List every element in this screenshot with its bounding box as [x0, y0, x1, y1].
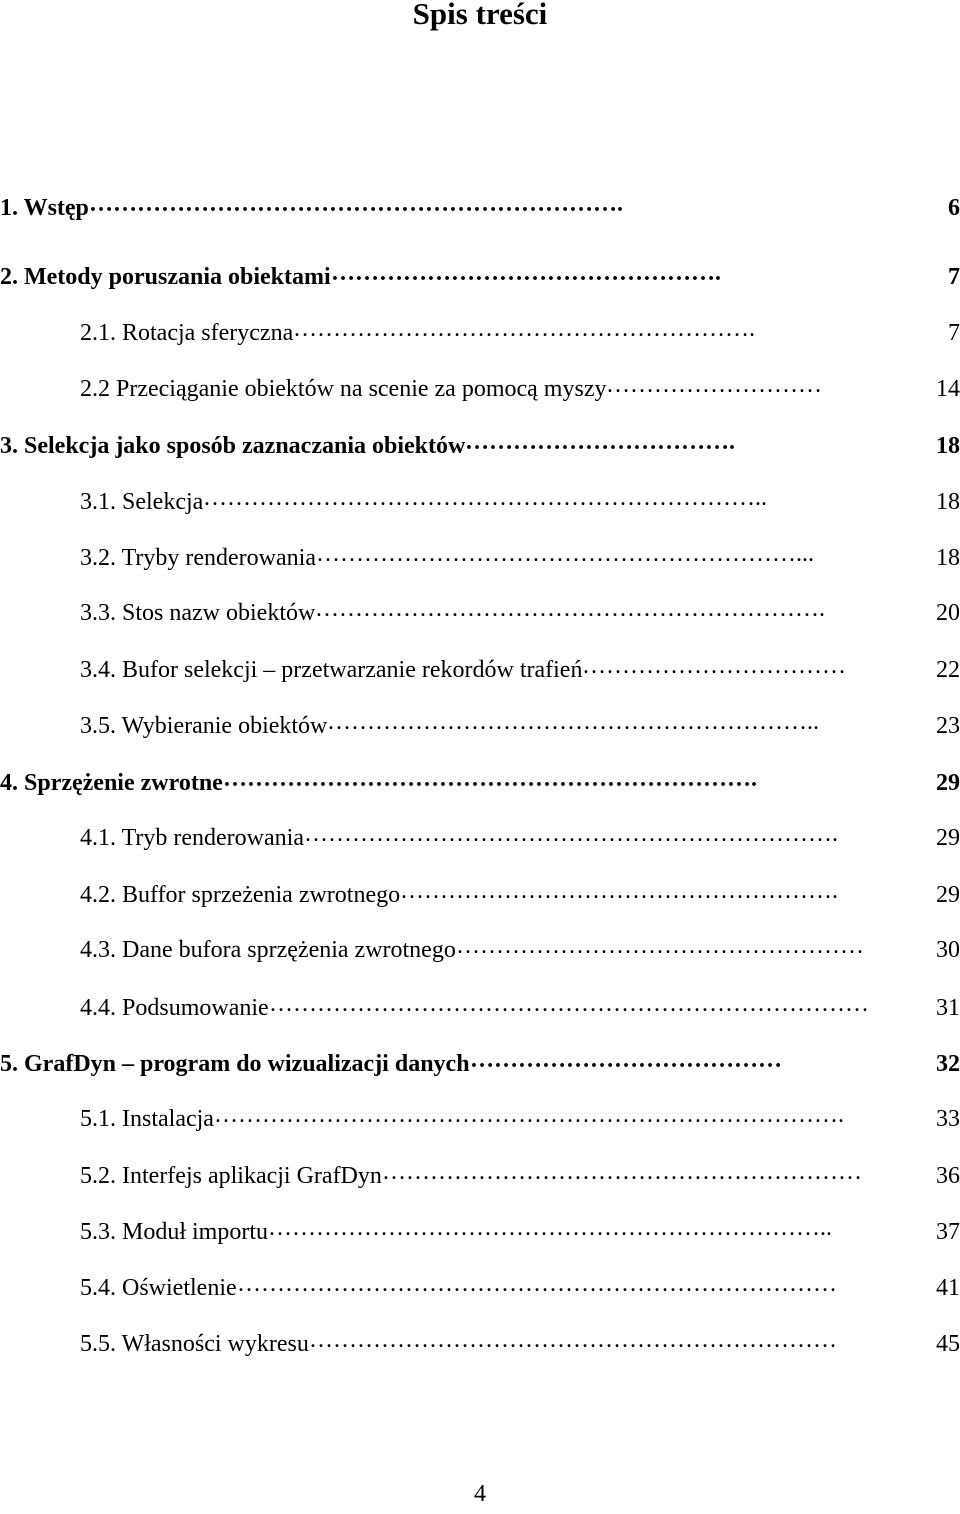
toc-entry-leader: ………………………………… [470, 1047, 782, 1073]
toc-entry[interactable] [0, 818, 960, 858]
toc-entry-label: 4. Sprzężenie zwrotne [0, 770, 223, 796]
toc-entry-page: 36 [936, 1163, 960, 1189]
toc-entry-label: 4.4. Podsumowanie [80, 995, 269, 1021]
toc-entry-leader: ………………………………………………………………… [237, 1271, 837, 1297]
toc-entry[interactable] [0, 930, 960, 970]
toc-entry-label: 3.3. Stos nazw obiektów [80, 600, 316, 626]
toc-entry-page: 7 [948, 264, 960, 290]
toc-entry-page: 33 [936, 1106, 960, 1132]
toc-entry-label: 3.1. Selekcja [80, 489, 204, 515]
toc-entry[interactable] [0, 313, 960, 353]
toc-entry-page: 29 [936, 770, 960, 796]
toc-entry-label: 2.2 Przeciąganie obiektów na scenie za pomocą myszy [80, 376, 607, 402]
toc-entry[interactable] [0, 369, 960, 409]
toc-entry-leader: …………………………………………………………….. [203, 485, 767, 511]
toc-entry[interactable] [0, 1324, 960, 1364]
toc-entry-label: 4.2. Buffor sprzeżenia zwrotnego [80, 882, 401, 908]
toc-entry-leader: ……………………… [606, 372, 822, 398]
toc-entry-page: 6 [948, 195, 960, 221]
toc-entry[interactable] [0, 593, 960, 633]
toc-entry-leader: ……………………………. [465, 429, 735, 455]
toc-entry-page: 18 [936, 433, 960, 459]
toc-entry-page: 22 [936, 657, 960, 683]
toc-entry-page: 29 [936, 882, 960, 908]
toc-entry-label: 5.5. Własności wykresu [80, 1331, 309, 1357]
toc-entry-label: 5.4. Oświetlenie [80, 1275, 237, 1301]
toc-entry[interactable] [0, 257, 960, 297]
toc-entry-label: 1. Wstęp [0, 195, 89, 221]
toc-entry-leader: ………………………………………………. [400, 878, 838, 904]
toc-entry-page: 37 [936, 1219, 960, 1245]
toc-entry-leader: …………………………… [582, 653, 846, 679]
toc-entry-label: 5.1. Instalacja [80, 1106, 214, 1132]
toc-entry-leader: ……………………………………………………... [316, 541, 814, 567]
toc-entry-label: 4.3. Dane bufora sprzężenia zwrotnego [80, 937, 456, 963]
page-number: 4 [474, 1481, 486, 1507]
toc-entry-leader: …………………………………………………… [382, 1159, 862, 1185]
toc-entry-page: 29 [936, 825, 960, 851]
toc-entry-leader: ………………………………………………………… [309, 1327, 837, 1353]
toc-entry-leader: …………………………………………………………. [223, 766, 757, 792]
toc-entry[interactable] [0, 650, 960, 690]
toc-entry-label: 5. GrafDyn – program do wizualizacji danych [0, 1051, 470, 1077]
toc-entry-leader: …………………………………………………. [293, 316, 755, 342]
toc-entry-label: 5.2. Interfejs aplikacji GrafDyn [80, 1163, 382, 1189]
toc-entry[interactable] [0, 188, 960, 228]
toc-entry-label: 5.3. Moduł importu [80, 1219, 269, 1245]
toc-entry-leader: …………………………………………. [331, 260, 721, 286]
toc-entry[interactable] [0, 426, 960, 466]
toc-entry-leader: …………………………………………… [456, 933, 864, 959]
toc-entry-leader: …………………………………………………………. [304, 821, 838, 847]
toc-entry-label: 2.1. Rotacja sferyczna [80, 320, 294, 346]
toc-entry[interactable] [0, 1212, 960, 1252]
toc-entry-leader: ……………………………………………………………………. [214, 1102, 844, 1128]
toc-entry-label: 3. Selekcja jako sposób zaznaczania obiektów [0, 433, 466, 459]
toc-entry-page: 23 [936, 713, 960, 739]
toc-entry-page: 18 [936, 545, 960, 571]
page-title: Spis treści [412, 0, 548, 31]
toc-entry[interactable] [0, 706, 960, 746]
toc-entry-label: 3.5. Wybieranie obiektów [80, 713, 328, 739]
toc-entry[interactable] [0, 763, 960, 803]
toc-entry-page: 30 [936, 937, 960, 963]
toc-entry-leader: ………………………………………………………………… [269, 991, 869, 1017]
toc-entry[interactable] [0, 1268, 960, 1308]
toc-entry-leader: …………………………………………………………….. [268, 1215, 832, 1241]
toc-entry-leader: …………………………………………………….. [327, 709, 819, 735]
toc-entry[interactable] [0, 1156, 960, 1196]
toc-entry-page: 41 [936, 1275, 960, 1301]
toc-entry-label: 4.1. Tryb renderowania [80, 825, 304, 851]
toc-entry[interactable] [0, 875, 960, 915]
toc-entry-leader: ………………………………………………………. [315, 596, 825, 622]
toc-entry[interactable] [0, 482, 960, 522]
toc-entry-page: 18 [936, 489, 960, 515]
toc-entry[interactable] [0, 1044, 960, 1084]
toc-entry-page: 20 [936, 600, 960, 626]
toc-entry-page: 14 [936, 376, 960, 402]
toc-entry-label: 3.2. Tryby renderowania [80, 545, 316, 571]
toc-entry-leader: …………………………………………………………. [89, 191, 623, 217]
toc-entry-page: 31 [936, 995, 960, 1021]
toc-entry[interactable] [0, 1099, 960, 1139]
toc-entry-page: 32 [936, 1051, 960, 1077]
toc-entry-label: 2. Metody poruszania obiektami [0, 264, 331, 290]
toc-entry[interactable] [0, 988, 960, 1028]
toc-entry[interactable] [0, 538, 960, 578]
toc-entry-label: 3.4. Bufor selekcji – przetwarzanie rekordów trafień [80, 657, 583, 683]
toc-entry-page: 45 [936, 1331, 960, 1357]
toc-entry-page: 7 [948, 320, 960, 346]
